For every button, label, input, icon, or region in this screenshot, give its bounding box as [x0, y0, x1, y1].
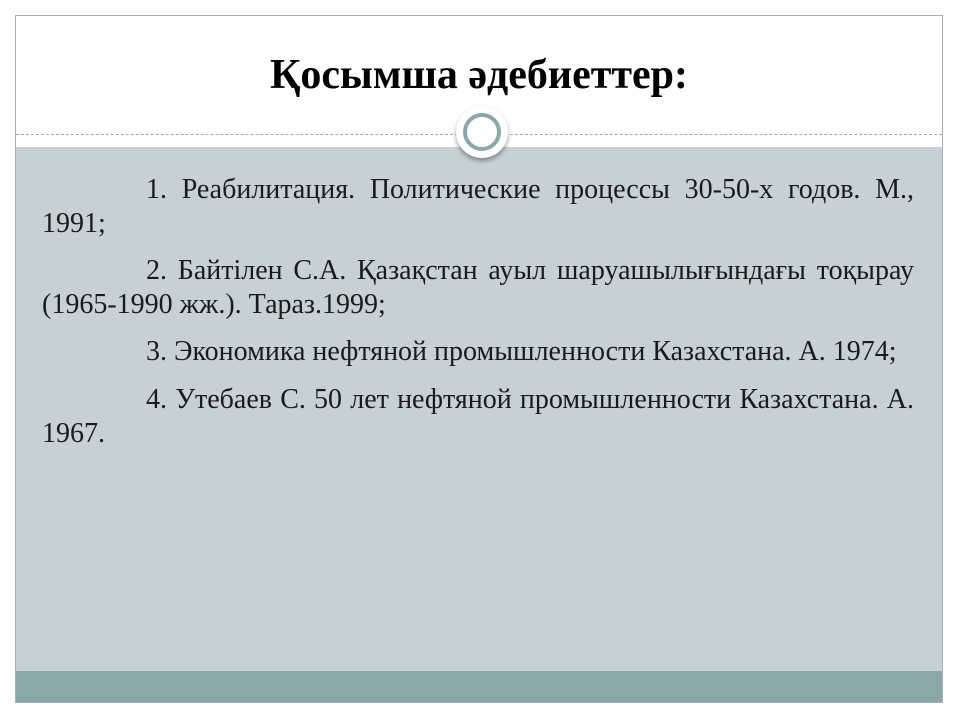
reference-item: 2. Байтілен С.А. Қазақстан ауыл шаруашылығындағы тоқырау (1965-1990 жж.). Тараз.1999; [42, 255, 914, 320]
reference-item: 1. Реабилитация. Политические процессы 30-50-х годов. М., 1991; [42, 174, 914, 239]
reference-item: 3. Экономика нефтяной промышленности Казахстана. А. 1974; [146, 336, 897, 368]
slide-title: Қосымша әдебиеттер: [269, 52, 689, 98]
slide-frame [15, 15, 943, 703]
circle-ornament-icon [456, 106, 508, 158]
footer-bar [16, 671, 942, 702]
reference-item: 4. Утебаев С. 50 лет нефтяной промышленности Казахстана. А. 1967. [42, 383, 914, 449]
reference-list [42, 173, 914, 464]
